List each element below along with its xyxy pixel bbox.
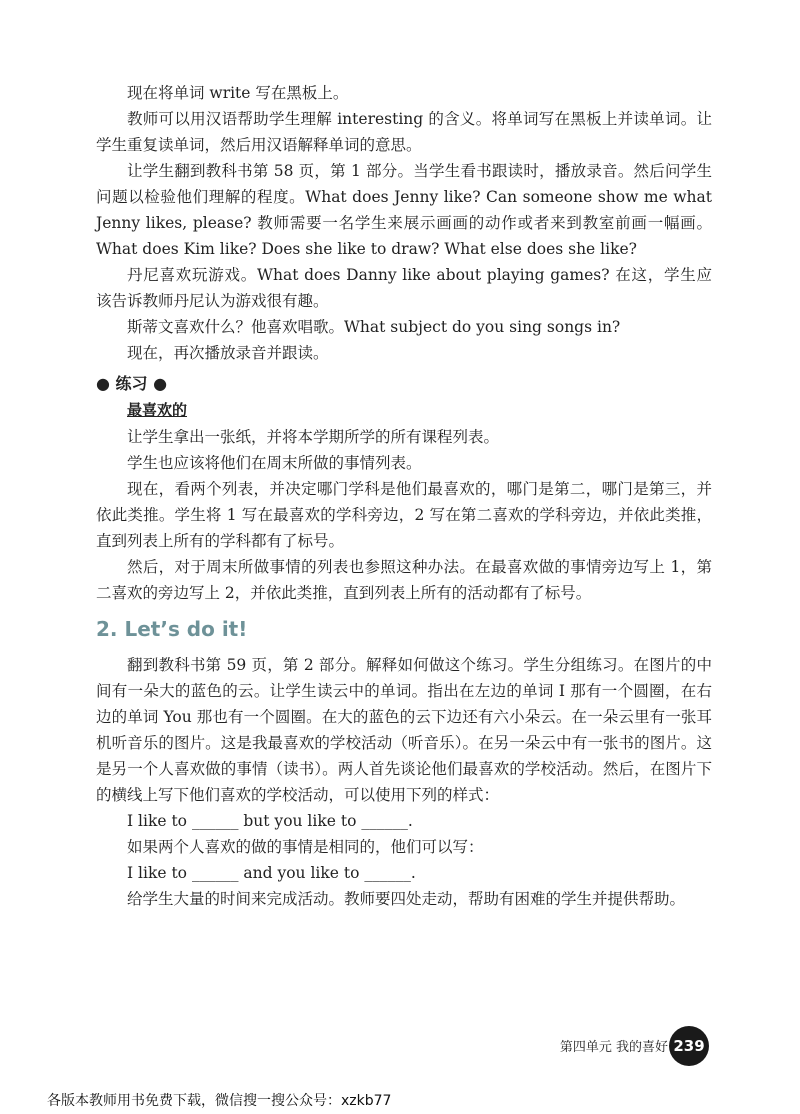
page-number: 239 bbox=[669, 1026, 709, 1066]
sentence-pattern: I like to ______ and you like to ______. bbox=[127, 864, 416, 882]
paragraph: 现在将单词 write 写在黑板上。 bbox=[127, 84, 349, 102]
paragraph: 现在，再次播放录音并跟读。 bbox=[127, 344, 329, 362]
paragraph: 现在，看两个列表，并决定哪门学科是他们最喜欢的，哪门是第二，哪门是第三，并依此类推。学生将 1 写在最喜欢的学科旁边，2 写在第二喜欢的学科旁边，并依此类推，直到列表上所有的学科都有了标号。 bbox=[96, 480, 712, 550]
section-title: 2. Let’s do it! bbox=[96, 617, 248, 641]
paragraph: 如果两个人喜欢的做的事情是相同的，他们可以写： bbox=[127, 838, 484, 856]
footer-unit-label: 第四单元 我的喜好 bbox=[559, 1040, 668, 1055]
practice-title: 最喜欢的 bbox=[127, 401, 188, 419]
watermark-text: 各版本教师用书免费下载，微信搜一搜公众号：xzkb77 bbox=[47, 1093, 392, 1109]
practice-heading: ● 练习 ● bbox=[96, 374, 168, 393]
paragraph: 让学生翻到教科书第 58 页，第 1 部分。当学生看书跟读时，播放录音。然后问学生问题以检验他们理解的程度。What does Jenny like? Can someone show me what Jenny likes, please? 教师需要一名学生来展示画画的动作或者来到教室前画一幅画。What does Kim like? Does she like to draw? What else does she like? bbox=[96, 162, 712, 258]
paragraph: 斯蒂文喜欢什么？他喜欢唱歌。What subject do you sing songs in? bbox=[127, 318, 621, 336]
sentence-pattern: I like to ______ but you like to ______. bbox=[127, 812, 413, 830]
paragraph: 然后，对于周末所做事情的列表也参照这种办法。在最喜欢做的事情旁边写上 1，第二喜欢的旁边写上 2，并依此类推，直到列表上所有的活动都有了标号。 bbox=[96, 558, 712, 602]
paragraph: 丹尼喜欢玩游戏。What does Danny like about playing games? 在这，学生应该告诉教师丹尼认为游戏很有趣。 bbox=[96, 266, 712, 310]
paragraph: 给学生大量的时间来完成活动。教师要四处走动，帮助有困难的学生并提供帮助。 bbox=[127, 890, 686, 908]
paragraph: 让学生拿出一张纸，并将本学期所学的所有课程列表。 bbox=[127, 428, 500, 446]
paragraph: 教师可以用汉语帮助学生理解 interesting 的含义。将单词写在黑板上并读单词。让学生重复读单词，然后用汉语解释单词的意思。 bbox=[96, 110, 712, 154]
paragraph: 翻到教科书第 59 页，第 2 部分。解释如何做这个练习。学生分组练习。在图片的中间有一朵大的蓝色的云。让学生读云中的单词。指出在左边的单词 I 那有一个圆圈，在右边的单词 You 那也有一个圆圈。在大的蓝色的云下边还有六小朵云。在一朵云里有一张耳机听音乐的图片。这是我最喜欢的学校活动（听音乐）。在另一朵云中有一张书的图片。这是另一个人喜欢做的事情（读书）。两人首先谈论他们最喜欢的学校活动。然后，在图片下的横线上写下他们喜欢的学校活动，可以使用下列的样式： bbox=[96, 656, 712, 804]
paragraph: 学生也应该将他们在周末所做的事情列表。 bbox=[127, 454, 422, 472]
